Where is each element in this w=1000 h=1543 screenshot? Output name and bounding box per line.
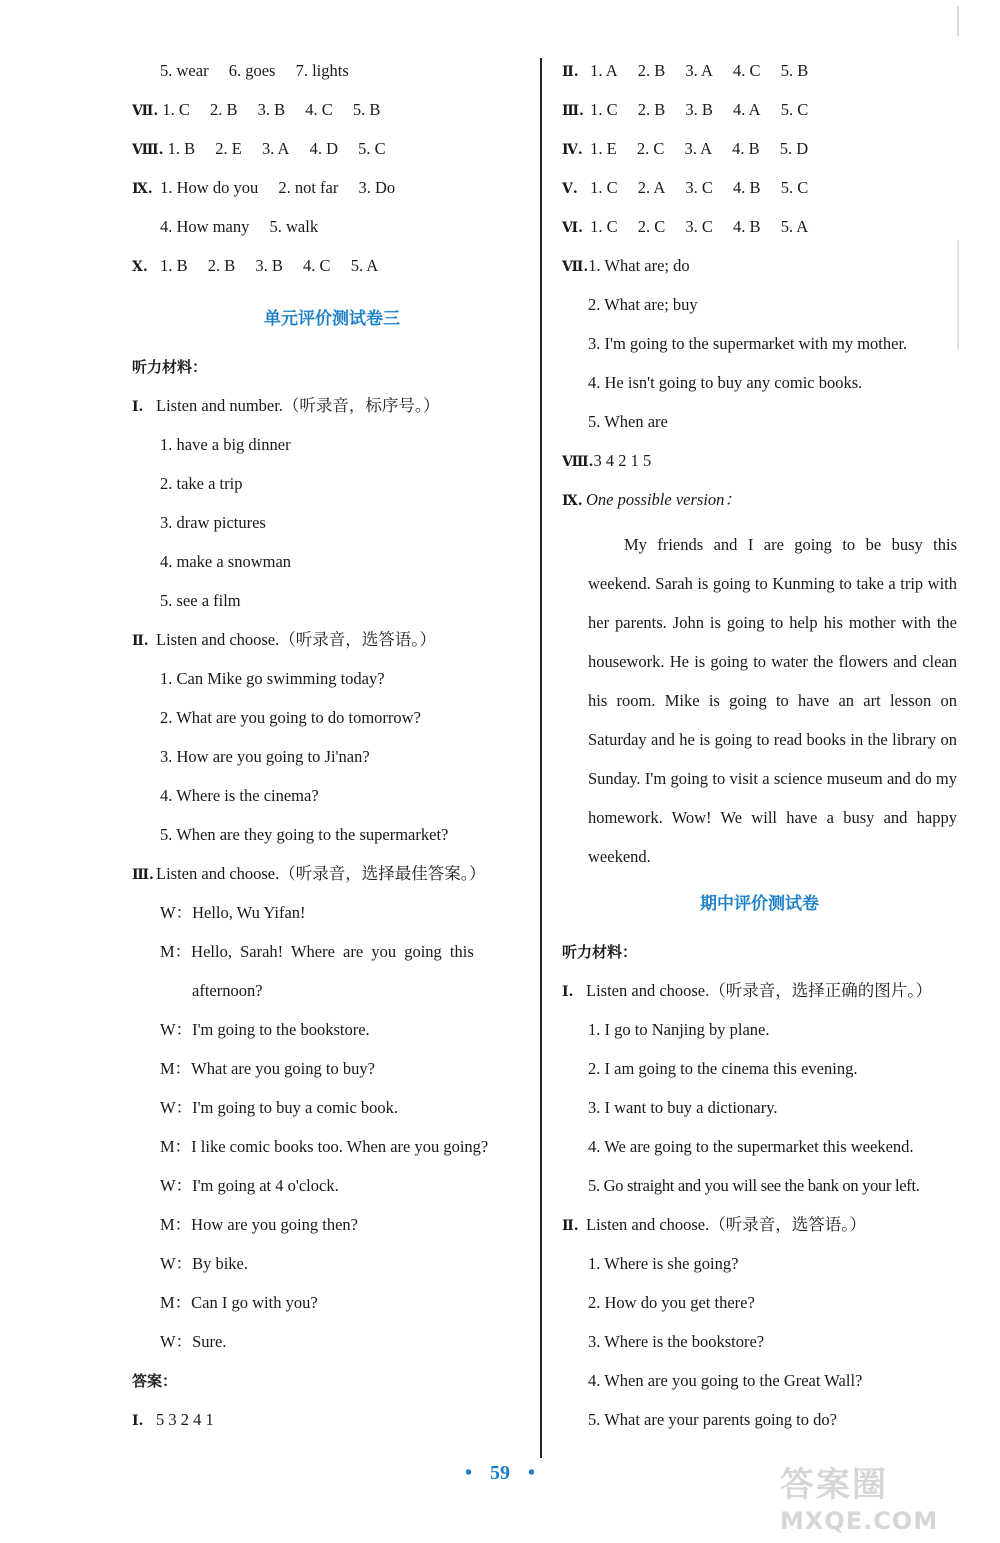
roman-numeral: Ⅷ.	[132, 142, 164, 158]
question-text: Listen and choose.（听录音，选答语。）	[156, 630, 437, 649]
answer-item: 4. B	[733, 217, 761, 236]
answer-item: 2. A	[637, 178, 666, 197]
answer-item: 5. B	[352, 100, 381, 119]
listening-label: 听力材料：	[562, 943, 638, 961]
dialog-line: W：I'm going at 4 o'clock.	[160, 1176, 339, 1195]
question-heading	[132, 392, 532, 431]
answer-item: 3. C	[685, 217, 713, 236]
answer-item: 3. B	[685, 100, 713, 119]
watermark-bottom: MXQE.COM	[780, 1507, 939, 1535]
answer-item: 3. A	[684, 139, 712, 158]
essay	[562, 525, 957, 876]
answer-line	[562, 486, 957, 525]
answer-item: 3. Do	[358, 178, 396, 197]
list-item: 1. have a big dinner	[160, 435, 291, 454]
list-item: 2. take a trip	[160, 474, 243, 493]
answer-item: 3. I'm going to the supermarket with my mother.	[588, 334, 908, 353]
list-item: 3. I want to buy a dictionary.	[588, 1098, 778, 1117]
list-item: 4. When are you going to the Great Wall?	[588, 1371, 863, 1390]
list-item: 3. How are you going to Ji'nan?	[160, 747, 370, 766]
answer-item: 6. goes	[228, 61, 276, 80]
list-item: 2. I am going to the cinema this evening.	[588, 1059, 858, 1078]
version-label: One possible version：	[586, 490, 741, 509]
answer-item: 2. B	[210, 100, 238, 119]
answer-item: 1. C	[590, 178, 618, 197]
roman-numeral: Ⅱ.	[562, 64, 579, 80]
question-text: Listen and choose.（听录音，选择正确的图片。）	[586, 981, 933, 1000]
watermark-logo	[780, 1465, 985, 1540]
answer-line	[132, 57, 532, 96]
edge-mark	[957, 6, 959, 36]
list-item: 4. We are going to the supermarket this weekend.	[588, 1137, 914, 1156]
dialog-line: M：What are you going to buy?	[160, 1059, 375, 1078]
roman-numeral: Ⅲ.	[562, 103, 584, 119]
roman-numeral: Ⅴ.	[562, 181, 578, 197]
answer-item: 5. C	[780, 100, 809, 119]
answer-item: 4. C	[303, 256, 331, 275]
question-text: Listen and choose.（听录音，选答语。）	[586, 1215, 867, 1234]
list-item: 3. Where is the bookstore?	[588, 1332, 765, 1351]
answer-line	[562, 57, 957, 96]
page-dot: •	[528, 1462, 536, 1484]
answer-item: 2. not far	[278, 178, 339, 197]
answer-item: 4. B	[733, 178, 761, 197]
answer-item: 1. C	[590, 100, 618, 119]
left-column	[132, 57, 532, 1445]
roman-numeral: Ⅸ.	[132, 181, 153, 197]
section-title: 期中评价测试卷	[700, 894, 819, 914]
question-heading	[132, 860, 532, 899]
list-item: 5. When are they going to the supermarket?	[160, 825, 449, 844]
answer-line	[562, 252, 957, 291]
answer-item: 7. lights	[295, 61, 349, 80]
list-item: 2. What are you going to do tomorrow?	[160, 708, 421, 727]
answer-item: 3. A	[261, 139, 290, 158]
question-text: Listen and number.（听录音，标序号。）	[156, 396, 440, 415]
roman-numeral: Ⅵ.	[562, 220, 583, 236]
dialog-line: W：I'm going to the bookstore.	[160, 1020, 370, 1039]
answer-item: 5. walk	[269, 217, 319, 236]
answer-item: 1. B	[160, 256, 188, 275]
answer-item: 2. C	[637, 217, 666, 236]
essay-text: My friends and I are going to be busy this weekend. Sarah is going to Kunming to take a trip with her parents. John is going to help his mother with the housework. He is going to water the flowers and clean his room. Mike is going to have an art lesson on Saturday and he is going to read books in the library on Sunday. I'm going to visit a science museum and do my homework. Wow! We will have a busy and happy weekend.	[588, 535, 957, 866]
right-column	[562, 57, 957, 1445]
column-divider	[540, 58, 542, 1458]
answer-line	[132, 213, 532, 252]
dialog-line: M：Hello, Sarah! Where are you going this	[160, 942, 474, 961]
answer-item: 5. A	[780, 217, 809, 236]
list-item: 4. Where is the cinema?	[160, 786, 319, 805]
dialog-line: W：Sure.	[160, 1332, 227, 1351]
roman-numeral: Ⅰ.	[132, 399, 144, 415]
answer-item: 5. wear	[160, 61, 209, 80]
answer-item: 3 4 2 1 5	[593, 451, 652, 470]
answer-line	[562, 174, 957, 213]
question-heading	[562, 1211, 957, 1250]
roman-numeral: Ⅶ.	[132, 103, 159, 119]
answer-item: 5 3 2 4 1	[156, 1410, 214, 1429]
answer-line	[132, 135, 532, 174]
answer-item: 4. A	[733, 100, 761, 119]
edge-mark	[957, 240, 959, 350]
answer-item: 3. A	[685, 61, 713, 80]
answer-item: 1. B	[167, 139, 196, 158]
answer-item: 4. He isn't going to buy any comic books.	[588, 373, 863, 392]
list-item: 5. Go straight and you will see the bank on your left.	[588, 1176, 920, 1195]
answer-line	[562, 447, 957, 486]
answer-line	[562, 213, 957, 252]
dialog-line: W：I'm going to buy a comic book.	[160, 1098, 399, 1117]
dialog-line: afternoon?	[192, 981, 263, 1000]
roman-numeral: Ⅹ.	[132, 259, 148, 275]
answer-item: 1. What are; do	[588, 256, 690, 275]
answer-item: 4. How many	[160, 217, 250, 236]
answer-item: 1. A	[590, 61, 618, 80]
answer-item: 5. B	[780, 61, 809, 80]
question-heading	[132, 626, 532, 665]
list-item: 5. see a film	[160, 591, 241, 610]
answer-item: 5. A	[350, 256, 379, 275]
answer-item: 1. How do you	[160, 178, 259, 197]
list-item: 4. make a snowman	[160, 552, 292, 571]
dialog-line: M：Can I go with you?	[160, 1293, 318, 1312]
question-text: Listen and choose.（听录音，选择最佳答案。）	[156, 864, 486, 883]
list-item: 5. What are your parents going to do?	[588, 1410, 837, 1429]
answer-item: 4. C	[733, 61, 761, 80]
listening-label: 听力材料：	[132, 358, 208, 376]
answer-item: 4. C	[305, 100, 333, 119]
answer-line	[132, 1406, 532, 1445]
list-item: 1. Where is she going?	[588, 1254, 739, 1273]
roman-numeral: Ⅷ.	[562, 454, 594, 470]
roman-numeral: Ⅸ.	[562, 493, 583, 509]
answer-label: 答案：	[132, 1372, 178, 1390]
answer-line	[132, 252, 532, 291]
question-heading	[562, 977, 957, 1016]
list-item: 1. Can Mike go swimming today?	[160, 669, 385, 688]
answer-item: 5. When are	[588, 412, 668, 431]
roman-numeral: Ⅶ.	[562, 259, 589, 275]
roman-numeral: Ⅳ.	[562, 142, 583, 158]
answer-line	[132, 96, 532, 135]
answer-item: 2. What are; buy	[588, 295, 698, 314]
answer-item: 2. B	[207, 256, 236, 275]
section-title: 单元评价测试卷三	[264, 309, 400, 329]
answer-item: 2. B	[637, 61, 666, 80]
answer-line	[562, 96, 957, 135]
page-dot: •	[464, 1462, 472, 1484]
answer-item: 2. B	[637, 100, 666, 119]
answer-item: 3. B	[257, 100, 286, 119]
answer-line	[132, 174, 532, 213]
dialog-line: M：How are you going then?	[160, 1215, 358, 1234]
answer-item: 5. D	[779, 139, 809, 158]
watermark-top: 答案圈	[780, 1465, 888, 1505]
roman-numeral: Ⅰ.	[562, 984, 574, 1000]
answer-item: 1. C	[590, 217, 618, 236]
answer-item: 2. E	[215, 139, 242, 158]
answer-line	[562, 135, 957, 174]
list-item: 2. How do you get there?	[588, 1293, 755, 1312]
dialog-line: M：I like comic books too. When are you going?	[160, 1137, 489, 1156]
answer-item: 4. B	[732, 139, 760, 158]
list-item: 1. I go to Nanjing by plane.	[588, 1020, 770, 1039]
list-item: 3. draw pictures	[160, 513, 266, 532]
roman-numeral: Ⅲ.	[132, 867, 154, 883]
dialog-line: W：By bike.	[160, 1254, 248, 1273]
answer-item: 5. C	[358, 139, 386, 158]
answer-item: 3. C	[685, 178, 713, 197]
answer-item: 5. C	[780, 178, 809, 197]
roman-numeral: Ⅱ.	[562, 1218, 579, 1234]
answer-item: 4. D	[309, 139, 339, 158]
answer-item: 1. C	[162, 100, 190, 119]
answer-item: 2. C	[636, 139, 665, 158]
page-number-text: 59	[490, 1462, 510, 1484]
roman-numeral: Ⅰ.	[132, 1413, 144, 1429]
dialog-line: W：Hello, Wu Yifan!	[160, 903, 306, 922]
answer-item: 3. B	[255, 256, 283, 275]
roman-numeral: Ⅱ.	[132, 633, 149, 649]
answer-item: 1. E	[590, 139, 617, 158]
